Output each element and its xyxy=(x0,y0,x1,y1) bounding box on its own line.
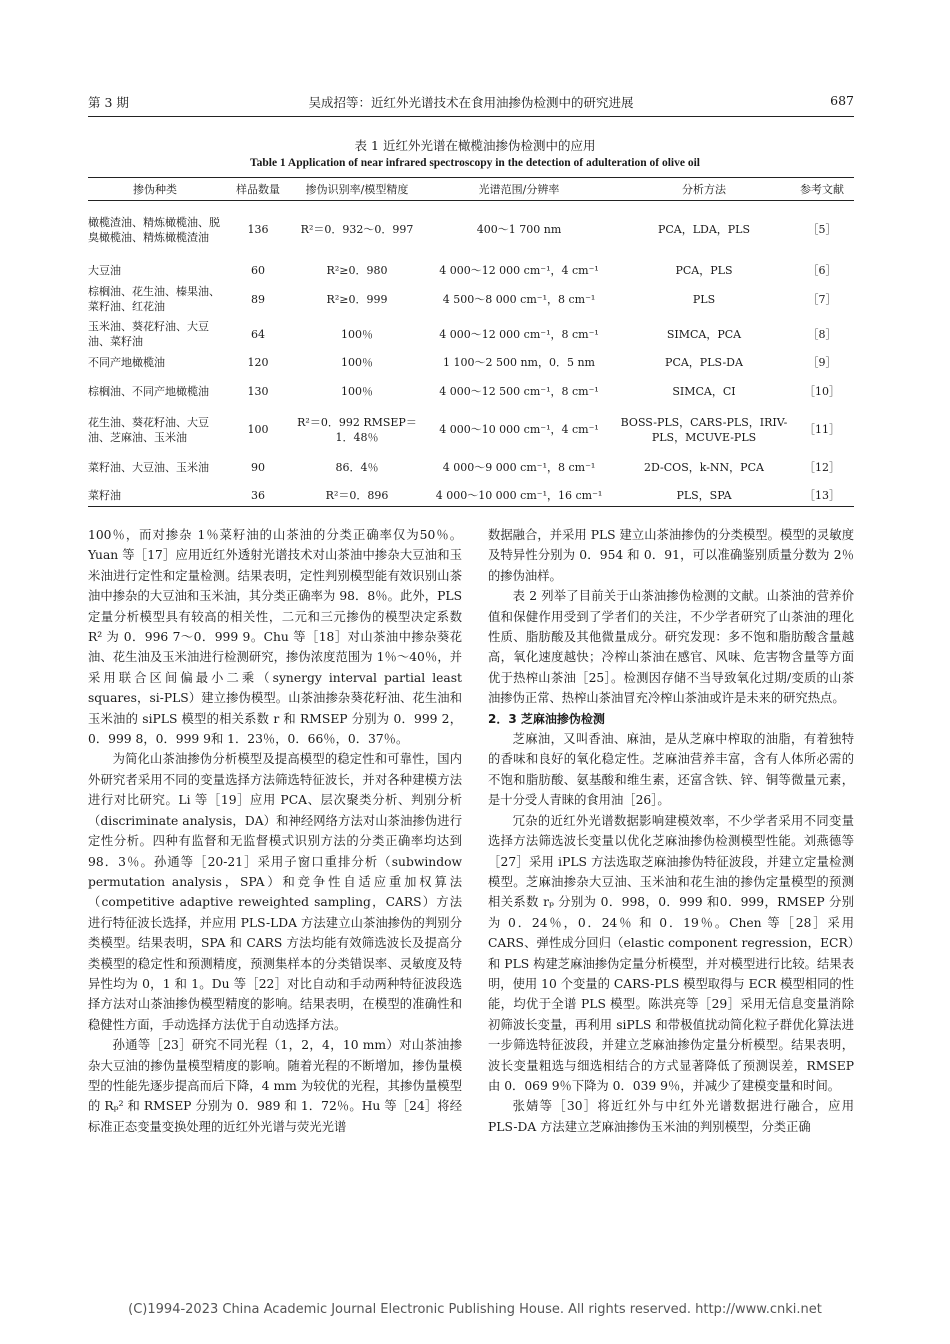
paragraph: 冗杂的近红外光谱数据影响建模效率，不少学者采用不同变量选择方法筛选波长变量以优化芝麻油掺伪检测模型性能。刘燕德等［27］采用 iPLS 方法选取芝麻油掺伪特征波段，并建立定量检测模型。芝麻油掺杂大豆油、玉米油和花生油的掺伪定量模型的预测相关系数 rₚ 分别为 0．998，0．999 和0．999，RMSEP 分别为 0．24％，0．24％ 和 0．19％。Chen 等［28］采用 CARS、弹性成分回归（elastic component regression，ECR）和 PLS 构建芝麻油掺伪定量分析模型，并对模型进行比较。结果表明，使用 10 个变量的 CARS-PLS 模型取得与 ECR 模型相同的性能，均优于全谱 PLS 模型。陈洪亮等［29］采用无信息变量消除初筛波长变量，再利用 siPLS 和带极值扰动简化粒子群优化算法进一步筛选特征波段，并建立芝麻油掺伪定量分析模型。结果表明，波长变量粗选与细选相结合的方式显著降低了预测误差，RMSEP 由 0．069 9％下降为 0．039 9％，并减少了建模变量和时间。 xyxy=(488,813,854,1093)
col-header: 参考文献 xyxy=(790,178,854,201)
cell-ref: ［12］ xyxy=(804,461,840,474)
cell-type: 大豆油 xyxy=(88,263,121,277)
table-row xyxy=(88,409,854,451)
cell-ref: ［8］ xyxy=(807,327,837,341)
col-header: 光谱范围/分辨率 xyxy=(420,178,618,201)
cell-method: SIMCA，CI xyxy=(672,384,736,398)
table-row xyxy=(88,317,854,352)
left-column xyxy=(88,525,462,1137)
paragraph: 数据融合，并采用 PLS 建立山茶油掺伪的分类模型。模型的灵敏度及特异性分别为 0．954 和 0．91，可以准确鉴别质量分数为 2％的掺伪油样。 xyxy=(488,528,854,583)
cell-range: 400～1 700 nm xyxy=(476,223,562,237)
table-row xyxy=(88,282,854,317)
table-row xyxy=(88,259,854,282)
cell-ref: ［10］ xyxy=(804,384,840,398)
cell-range: 4 000～12 000 cm⁻¹，4 cm⁻¹ xyxy=(439,263,599,277)
table-row xyxy=(88,352,854,374)
cell-method: PCA，PLS xyxy=(675,263,733,277)
cell-range: 4 000～10 000 cm⁻¹，16 cm⁻¹ xyxy=(420,485,618,507)
cell-n: 90 xyxy=(251,461,265,474)
cell-range: 4 000～10 000 cm⁻¹，4 cm⁻¹ xyxy=(439,423,599,436)
page-number: 687 xyxy=(830,93,854,108)
cell-acc: 100％ xyxy=(341,384,373,398)
cell-method: PCA，PLS-DA xyxy=(665,356,743,369)
cell-ref: ［5］ xyxy=(807,223,837,237)
paragraph: 表 2 列举了目前关于山茶油掺伪检测的文献。山茶油的营养价值和保健作用受到了学者们的关注，不少学者研究了山茶油的理化性质、脂肪酸及其他微量成分。研究发现：多不饱和脂肪酸含量越高，氧化速度越快；冷榨山茶油在感官、风味、危害物含量等方面优于热榨山茶油［25］。检测因存储不当导致氧化过期/变质的山茶油掺伪正常、热榨山茶油冒充冷榨山茶油或许是未来的研究热点。 xyxy=(488,589,854,706)
cell-method: PCA，LDA，PLS xyxy=(657,223,751,237)
col-header: 分析方法 xyxy=(618,178,790,201)
cell-acc: R²＝0．992 RMSEP＝1．48％ xyxy=(297,415,417,444)
table-caption-cn: 表 1 近红外光谱在橄榄油掺伪检测中的应用 xyxy=(354,138,596,153)
cell-range: 4 000～12 500 cm⁻¹，8 cm⁻¹ xyxy=(439,384,599,398)
cell-method: PLS，SPA xyxy=(618,485,790,507)
cell-n: 60 xyxy=(251,263,265,277)
cell-type: 不同产地橄榄油 xyxy=(88,356,165,369)
table-row xyxy=(88,485,854,507)
col-header: 掺伪种类 xyxy=(88,178,222,201)
cell-acc: R²＝0．896 xyxy=(294,485,420,507)
table-row xyxy=(88,374,854,409)
cell-ref: ［6］ xyxy=(807,263,837,277)
cell-method: PLS xyxy=(692,292,716,306)
cell-n: 136 xyxy=(247,223,269,237)
table-row xyxy=(88,451,854,485)
cell-type: 橄榄渣油、精炼橄榄油、脱臭橄榄油、精炼橄榄渣油 xyxy=(88,215,220,244)
cell-range: 1 100～2 500 nm，0．5 nm xyxy=(442,356,595,369)
cell-type: 菜籽油、大豆油、玉米油 xyxy=(88,461,209,474)
header-rule xyxy=(88,116,854,117)
cell-n: 130 xyxy=(247,384,269,398)
issue-number: 第 3 期 xyxy=(88,95,129,110)
running-title: 吴成招等：近红外光谱技术在食用油掺伪检测中的研究进展 xyxy=(308,95,634,110)
paragraph: 100％，而对掺杂 1％菜籽油的山茶油的分类正确率仅为50％。Yuan 等［17］应用近红外透射光谱技术对山茶油中掺杂大豆油和玉米油进行定性和定量检测。结果表明，定性判别模型能有效识别山茶油中掺杂的大豆油和玉米油，其分类正确率为 98．8％。此外，PLS 定量分析模型具有较高的相关性，二元和三元掺伪的模型决定系数 R² 为 0．996 7～0．999 9。Chu 等［18］对山茶油中掺杂葵花油、花生油及玉米油进行检测研究，掺伪浓度范围为 1％～40％，并采用联合区间偏最小二乘（synergy interval partial least squares，si-PLS）建立掺伪模型。山茶油掺杂葵花籽油、花生油和玉米油的 siPLS 模型的相关系数 r 和 RMSEP 分别为 0．999 2，0．999 8，0．999 9和 1．23％，0．66％，0．37％。 xyxy=(88,528,462,747)
cell-acc: R²≥0．980 xyxy=(326,263,388,277)
cell-ref: ［13］ xyxy=(790,485,854,507)
cell-n: 64 xyxy=(251,327,265,341)
cell-range: 4 500～8 000 cm⁻¹，8 cm⁻¹ xyxy=(442,292,596,306)
cell-n: 100 xyxy=(247,423,269,436)
cell-range: 4 000～9 000 cm⁻¹，8 cm⁻¹ xyxy=(442,461,596,474)
cell-acc: R²≥0．999 xyxy=(326,292,388,306)
paragraph: 孙通等［23］研究不同光程（1，2，4，10 mm）对山茶油掺杂大豆油的掺伪量模型精度的影响。随着光程的不断增加，掺伪量模型的性能先逐步提高而后下降，4 mm 为较优的光程，其掺伪量模型的 Rₚ² 和 RMSEP 分别为 0．989 和 1．72％。Hu 等［24］将经标准正态变量变换处理的近红外光谱与荧光光谱 xyxy=(88,1038,462,1134)
table-row xyxy=(88,201,854,259)
cell-n: 36 xyxy=(222,485,294,507)
table-caption-en: Table 1 Application of near infrared spectroscopy in the detection of adulteration of olive oil xyxy=(250,157,700,169)
paragraph: 为简化山茶油掺伪分析模型及提高模型的稳定性和可靠性，国内外研究者采用不同的变量选择方法筛选特征波长，并对各种建模方法进行对比研究。Li 等［19］应用 PCA、层次聚类分析、判别分析（discriminate analysis，DA）和神经网络方法对山茶油掺伪进行定性分析。四种有监督和无监督模式识别方法的分类正确率均达到 98．3％。孙通等［20-21］采用子窗口重排分析（subwindow permutation analysis，SPA）和竞争性自适应重加权算法（competitive adaptive reweighted sampling，CARS）方法进行特征波长选择，并应用 PLS-LDA 方法建立山茶油掺伪的判别分类模型。结果表明，SPA 和 CARS 方法均能有效筛选波长及提高分类模型的稳定性和预测精度，预测集样本的分类错误率、灵敏度及特异性均为 0，1 和 1。Du 等［22］对比自动和手动两种特征波段选择方法对山茶油掺伪模型精度的影响。结果表明，在模型的准确性和稳健性方面，手动选择方法优于自动选择方法。 xyxy=(88,752,462,1032)
col-header: 样品数量 xyxy=(222,178,294,201)
cell-method: BOSS-PLS，CARS-PLS，IRIV-PLS，MCUVE-PLS xyxy=(620,415,788,444)
cell-acc: 86．4％ xyxy=(335,461,379,474)
paragraph: 张婧等［30］将近红外与中红外光谱数据进行融合，应用 PLS-DA 方法建立芝麻油掺伪玉米油的判别模型，分类正确 xyxy=(488,1099,854,1134)
running-header xyxy=(88,93,854,113)
cell-ref: ［7］ xyxy=(807,292,837,306)
cell-type: 菜籽油 xyxy=(88,485,222,507)
cell-type: 棕榈油、不同产地橄榄油 xyxy=(88,384,209,398)
cell-acc: 100％ xyxy=(341,356,373,369)
right-column xyxy=(488,525,854,1137)
cell-ref: ［11］ xyxy=(804,423,840,436)
paragraph: 芝麻油，又叫香油、麻油，是从芝麻中榨取的油脂，有着独特的香味和良好的氧化稳定性。芝麻油营养丰富，含有人体所必需的不饱和脂肪酸、氨基酸和维生素，还富含铁、锌、铜等微量元素，是十分受人青睐的食用油［26］。 xyxy=(488,732,854,808)
col-header: 掺伪识别率/模型精度 xyxy=(294,178,420,201)
copyright-footer: (C)1994-2023 China Academic Journal Electronic Publishing House. All rights reserved. http://www.cnki.net xyxy=(128,1302,822,1317)
cell-type: 玉米油、葵花籽油、大豆油、菜籽油 xyxy=(88,320,209,348)
cell-type: 棕榈油、花生油、榛果油、菜籽油、红花油 xyxy=(88,285,220,313)
cell-acc: 100％ xyxy=(341,327,373,341)
cell-type: 花生油、葵花籽油、大豆油、芝麻油、玉米油 xyxy=(88,415,209,444)
cell-range: 4 000～12 000 cm⁻¹，8 cm⁻¹ xyxy=(439,327,599,341)
cell-method: 2D-COS，k-NN，PCA xyxy=(644,461,764,474)
cell-acc: R²＝0．932～0．997 xyxy=(300,223,414,237)
cell-n: 120 xyxy=(247,356,269,369)
section-heading: 2．3 芝麻油掺伪检测 xyxy=(488,711,605,726)
cell-n: 89 xyxy=(251,292,265,306)
olive-oil-table xyxy=(88,177,854,507)
cell-ref: ［9］ xyxy=(807,356,837,369)
cell-method: SIMCA，PCA xyxy=(666,327,742,341)
table-header-row xyxy=(88,178,854,201)
